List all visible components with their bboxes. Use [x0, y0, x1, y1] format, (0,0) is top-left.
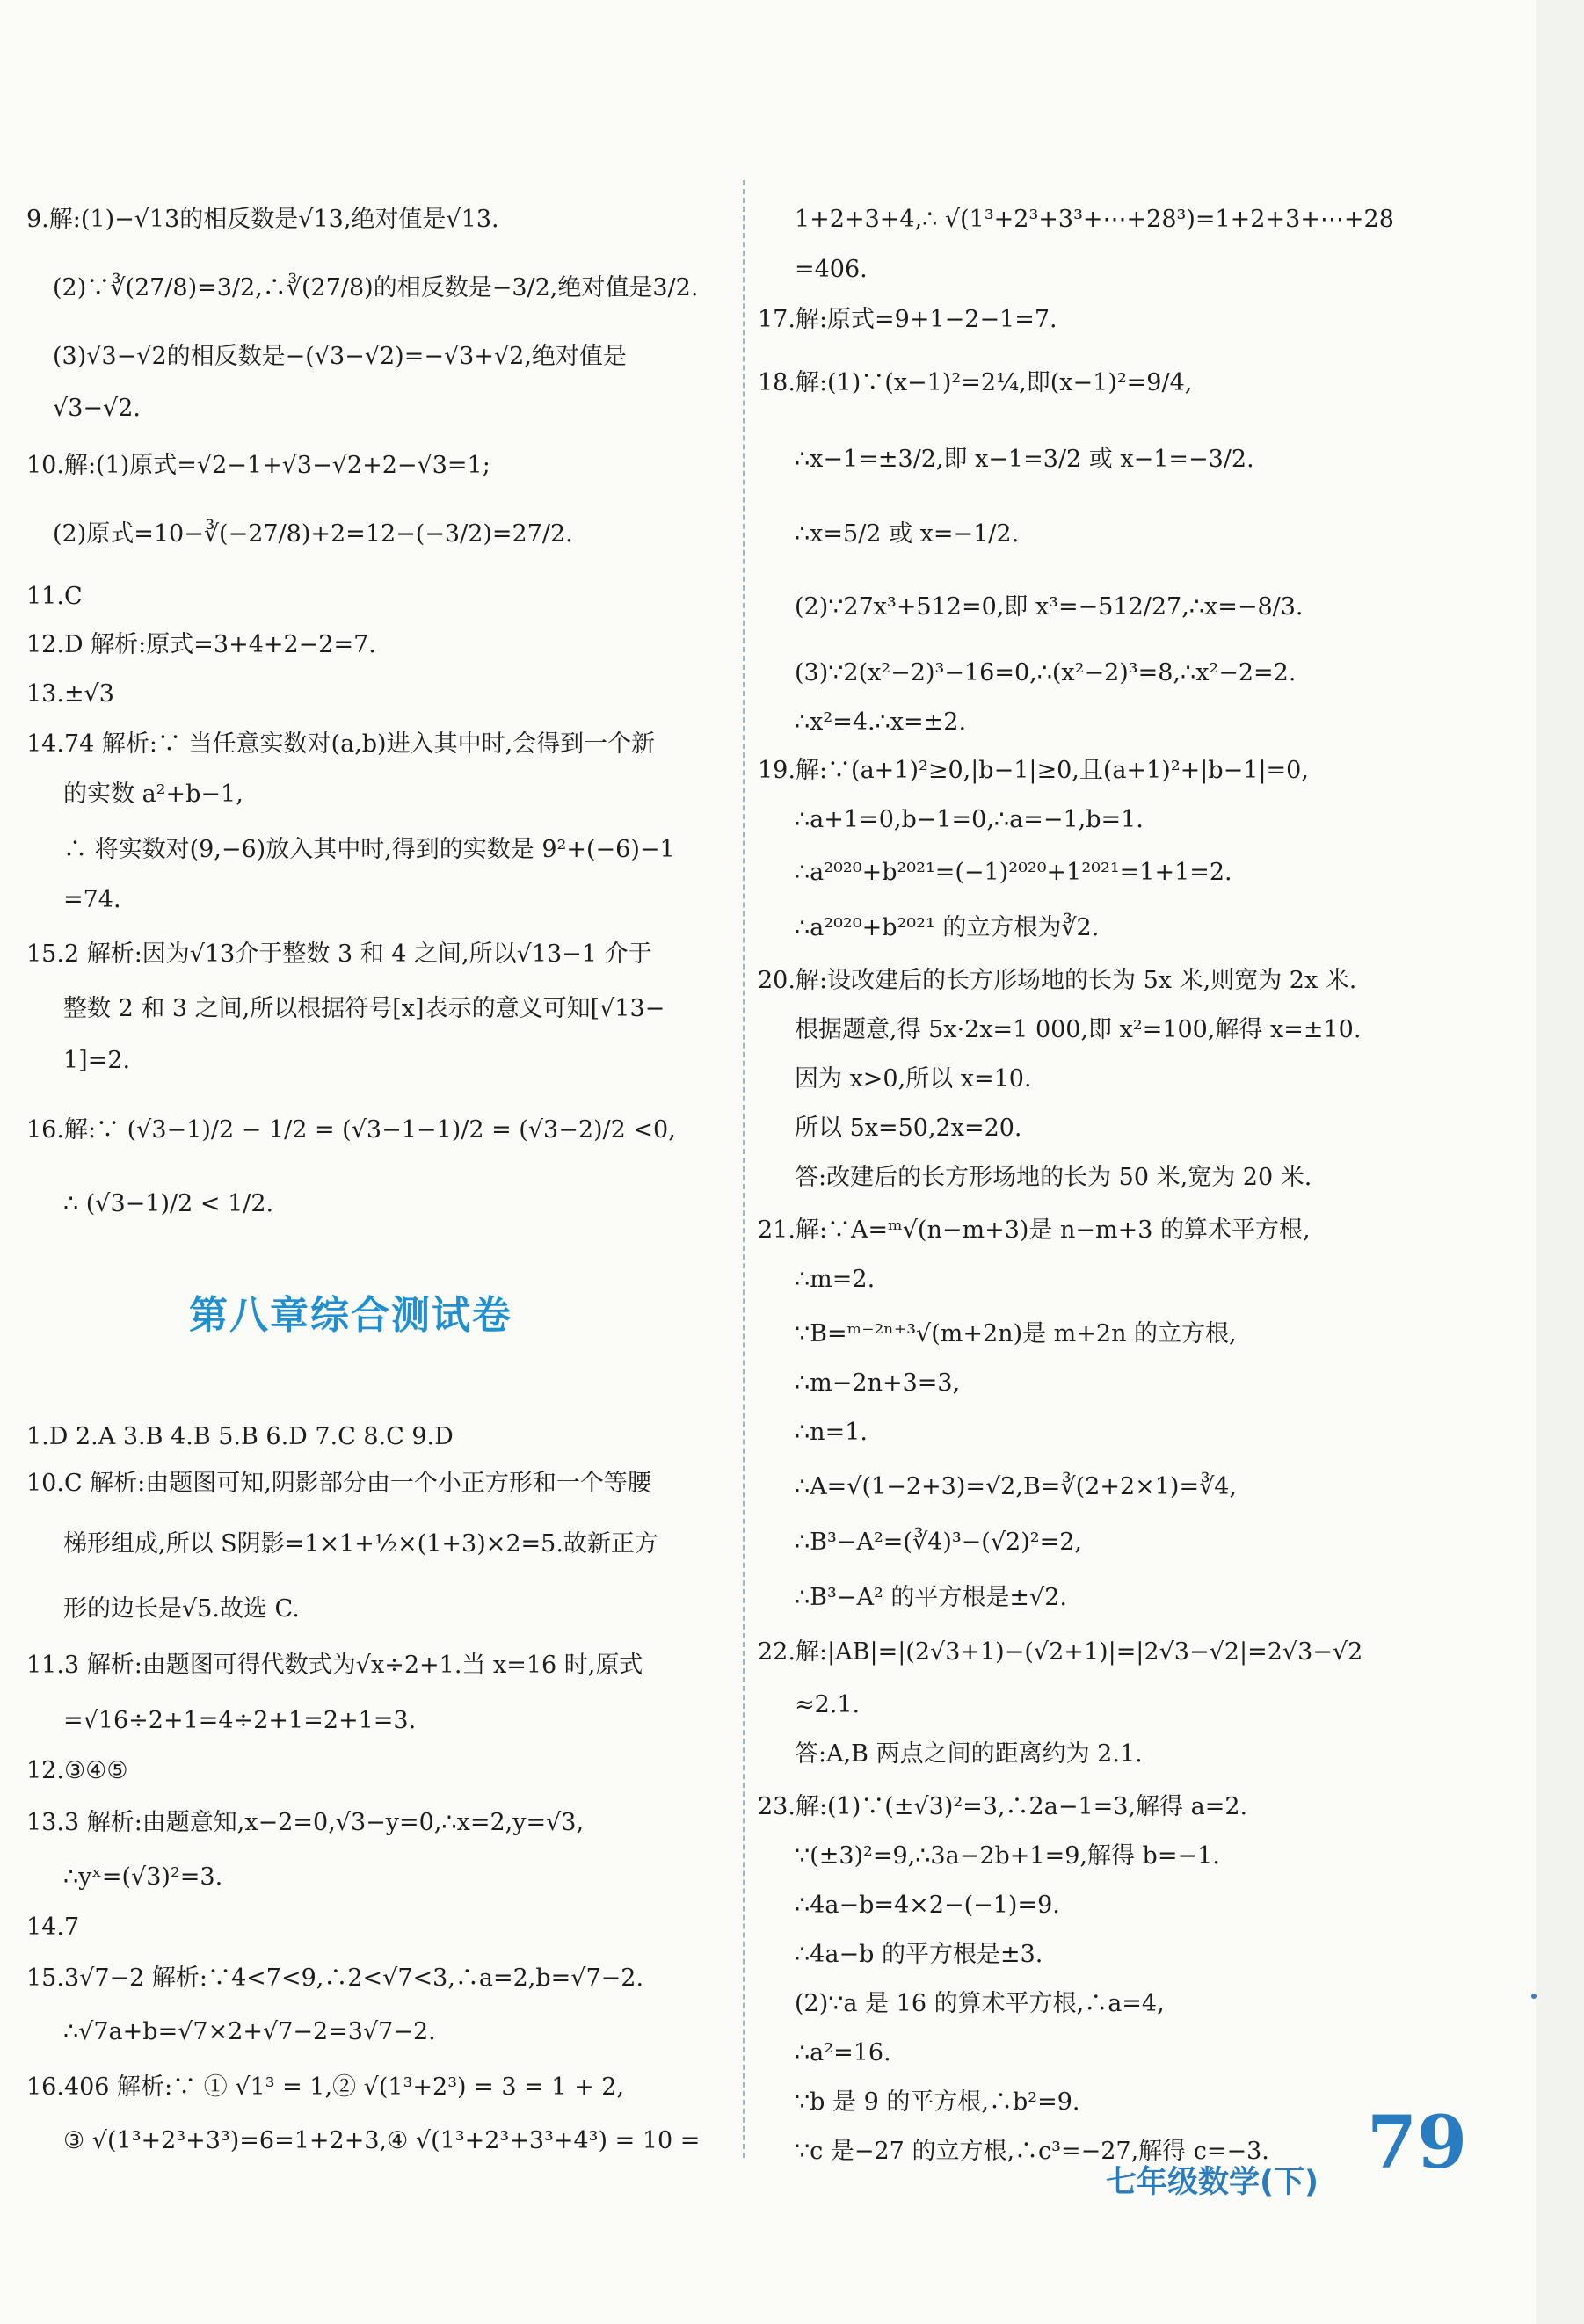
answer-line: =406. — [795, 256, 868, 283]
answer-line: ∴x²=4.∴x=±2. — [795, 708, 967, 736]
answer-line: 18.解:(1)∵(x−1)²=2¼,即(x−1)²=9/4, — [758, 369, 1193, 396]
answer-line: ∵B=ᵐ⁻²ⁿ⁺³√(m+2n)是 m+2n 的立方根, — [795, 1320, 1237, 1347]
answer-line: 1+2+3+4,∴ √(1³+2³+3³+⋯+28³)=1+2+3+⋯+28 — [795, 206, 1394, 233]
answer-line: 17.解:原式=9+1−2−1=7. — [758, 306, 1057, 333]
answer-line: 16.406 解析:∵ ① √1³ = 1,② √(1³+2³) = 3 = 1 + 2, — [26, 2073, 625, 2101]
answer-line: 19.解:∵(a+1)²≥0,|b−1|≥0,且(a+1)²+|b−1|=0, — [758, 757, 1309, 784]
answer-line: ∴A=√(1−2+3)=√2,B=∛(2+2×1)=∛4, — [795, 1473, 1238, 1500]
answer-line: 形的边长是√5.故选 C. — [63, 1595, 300, 1623]
page-edge — [1536, 0, 1584, 2324]
answer-line: 11.3 解析:由题图可得代数式为√x÷2+1.当 x=16 时,原式 — [26, 1652, 643, 1679]
answer-line: (3)√3−√2的相反数是−(√3−√2)=−√3+√2,绝对值是 — [53, 343, 627, 370]
answer-line: 的实数 a²+b−1, — [63, 781, 243, 808]
answer-line: (3)∵2(x²−2)³−16=0,∴(x²−2)³=8,∴x²−2=2. — [795, 659, 1297, 686]
answer-line: 根据题意,得 5x·2x=1 000,即 x²=100,解得 x=±10. — [795, 1016, 1362, 1043]
answer-line: (2)∵27x³+512=0,即 x³=−512/27,∴x=−8/3. — [795, 593, 1304, 621]
answer-line: 11.C — [26, 583, 83, 610]
section-title: 第八章综合测试卷 — [189, 1293, 512, 1338]
answer-line: (2)∵a 是 16 的算术平方根,∴a=4, — [795, 1990, 1165, 2017]
answer-line: 所以 5x=50,2x=20. — [795, 1115, 1022, 1142]
answer-line: 23.解:(1)∵(±√3)²=3,∴2a−1=3,解得 a=2. — [758, 1793, 1248, 1820]
answer-line: 12.③④⑤ — [26, 1757, 128, 1784]
answer-line: ∴a²⁰²⁰+b²⁰²¹ 的立方根为∛2. — [795, 914, 1100, 941]
answer-line: ③ √(1³+2³+3³)=6=1+2+3,④ √(1³+2³+3³+4³) = 10 = — [63, 2127, 701, 2154]
answer-line: ∴4a−b=4×2−(−1)=9. — [795, 1892, 1060, 1919]
answer-line: 14.7 — [26, 1914, 80, 1941]
column-divider — [743, 180, 745, 2158]
answer-line: =√16÷2+1=4÷2+1=2+1=3. — [63, 1707, 417, 1734]
answer-line: 14.74 解析:∵ 当任意实数对(a,b)进入其中时,会得到一个新 — [26, 730, 656, 758]
answer-line: ∵c 是−27 的立方根,∴c³=−27,解得 c=−3. — [795, 2138, 1269, 2165]
answer-line: ∴x−1=±3/2,即 x−1=3/2 或 x−1=−3/2. — [795, 446, 1254, 473]
answer-line: 10.C 解析:由题图可知,阴影部分由一个小正方形和一个等腰 — [26, 1470, 651, 1497]
answer-line: ∴m−2n+3=3, — [795, 1369, 961, 1397]
answer-line: 21.解:∵A=ᵐ√(n−m+3)是 n−m+3 的算术平方根, — [758, 1216, 1311, 1244]
answer-line: (2)∵∛(27/8)=3/2,∴∛(27/8)的相反数是−3/2,绝对值是3/2. — [53, 274, 699, 301]
margin-dot — [1531, 1994, 1537, 1999]
answer-line: 整数 2 和 3 之间,所以根据符号[x]表示的意义可知[√13− — [63, 995, 665, 1022]
answer-line: 16.解:∵ (√3−1)/2 − 1/2 = (√3−1−1)/2 = (√3−2)/2 <0, — [26, 1116, 676, 1144]
answer-line: 9.解:(1)−√13的相反数是√13,绝对值是√13. — [26, 206, 499, 233]
answer-line: ∴a²=16. — [795, 2039, 891, 2066]
answer-line: ∴a²⁰²⁰+b²⁰²¹=(−1)²⁰²⁰+1²⁰²¹=1+1=2. — [795, 859, 1232, 886]
answer-line: ∴4a−b 的平方根是±3. — [795, 1941, 1043, 1968]
answer-line: 13.±√3 — [26, 680, 114, 708]
answer-line: 22.解:|AB|=|(2√3+1)−(√2+1)|=|2√3−√2|=2√3−√2 — [758, 1638, 1363, 1666]
answer-line: ∴n=1. — [795, 1419, 868, 1446]
answer-line: ≈2.1. — [795, 1691, 861, 1718]
answer-line: ∴a+1=0,b−1=0,∴a=−1,b=1. — [795, 806, 1144, 833]
answer-line: ∴√7a+b=√7×2+√7−2=3√7−2. — [63, 2018, 436, 2045]
answer-line: ∴m=2. — [795, 1266, 876, 1293]
answer-line: ∴ (√3−1)/2 < 1/2. — [63, 1190, 274, 1217]
answer-line: 答:A,B 两点之间的距离约为 2.1. — [795, 1740, 1143, 1768]
footer-label: 七年级数学(下) — [1106, 2165, 1319, 2200]
answer-line: 15.3√7−2 解析:∵4<7<9,∴2<√7<3,∴a=2,b=√7−2. — [26, 1965, 644, 1992]
answer-line: 因为 x>0,所以 x=10. — [795, 1065, 1032, 1093]
answer-line: ∴B³−A²=(∛4)³−(√2)²=2, — [795, 1529, 1082, 1556]
answer-line: √3−√2. — [53, 395, 141, 422]
answer-line: ∴ 将实数对(9,−6)放入其中时,得到的实数是 9²+(−6)−1 — [63, 836, 675, 863]
answer-line: 12.D 解析:原式=3+4+2−2=7. — [26, 631, 376, 658]
answer-line: 13.3 解析:由题意知,x−2=0,√3−y=0,∴x=2,y=√3, — [26, 1809, 585, 1836]
answer-line: 答:改建后的长方形场地的长为 50 米,宽为 20 米. — [795, 1164, 1312, 1191]
answer-line: ∵b 是 9 的平方根,∴b²=9. — [795, 2088, 1080, 2116]
answer-line: ∵(±3)²=9,∴3a−2b+1=9,解得 b=−1. — [795, 1842, 1220, 1870]
answer-line: 10.解:(1)原式=√2−1+√3−√2+2−√3=1; — [26, 452, 490, 479]
answer-line: 1.D 2.A 3.B 4.B 5.B 6.D 7.C 8.C 9.D — [26, 1423, 454, 1450]
answer-line: =74. — [63, 886, 121, 913]
answer-line: ∴yˣ=(√3)²=3. — [63, 1863, 223, 1891]
answer-line: ∴x=5/2 或 x=−1/2. — [795, 520, 1020, 548]
answer-line: 15.2 解析:因为√13介于整数 3 和 4 之间,所以√13−1 介于 — [26, 940, 652, 968]
answer-line: (2)原式=10−∛(−27/8)+2=12−(−3/2)=27/2. — [53, 520, 573, 548]
page-number: 79 — [1367, 2101, 1468, 2185]
answer-line: 梯形组成,所以 S阴影=1×1+½×(1+3)×2=5.故新正方 — [63, 1530, 658, 1558]
answer-line: 20.解:设改建后的长方形场地的长为 5x 米,则宽为 2x 米. — [758, 967, 1357, 994]
answer-line: 1]=2. — [63, 1047, 131, 1074]
answer-line: ∴B³−A² 的平方根是±√2. — [795, 1584, 1067, 1611]
